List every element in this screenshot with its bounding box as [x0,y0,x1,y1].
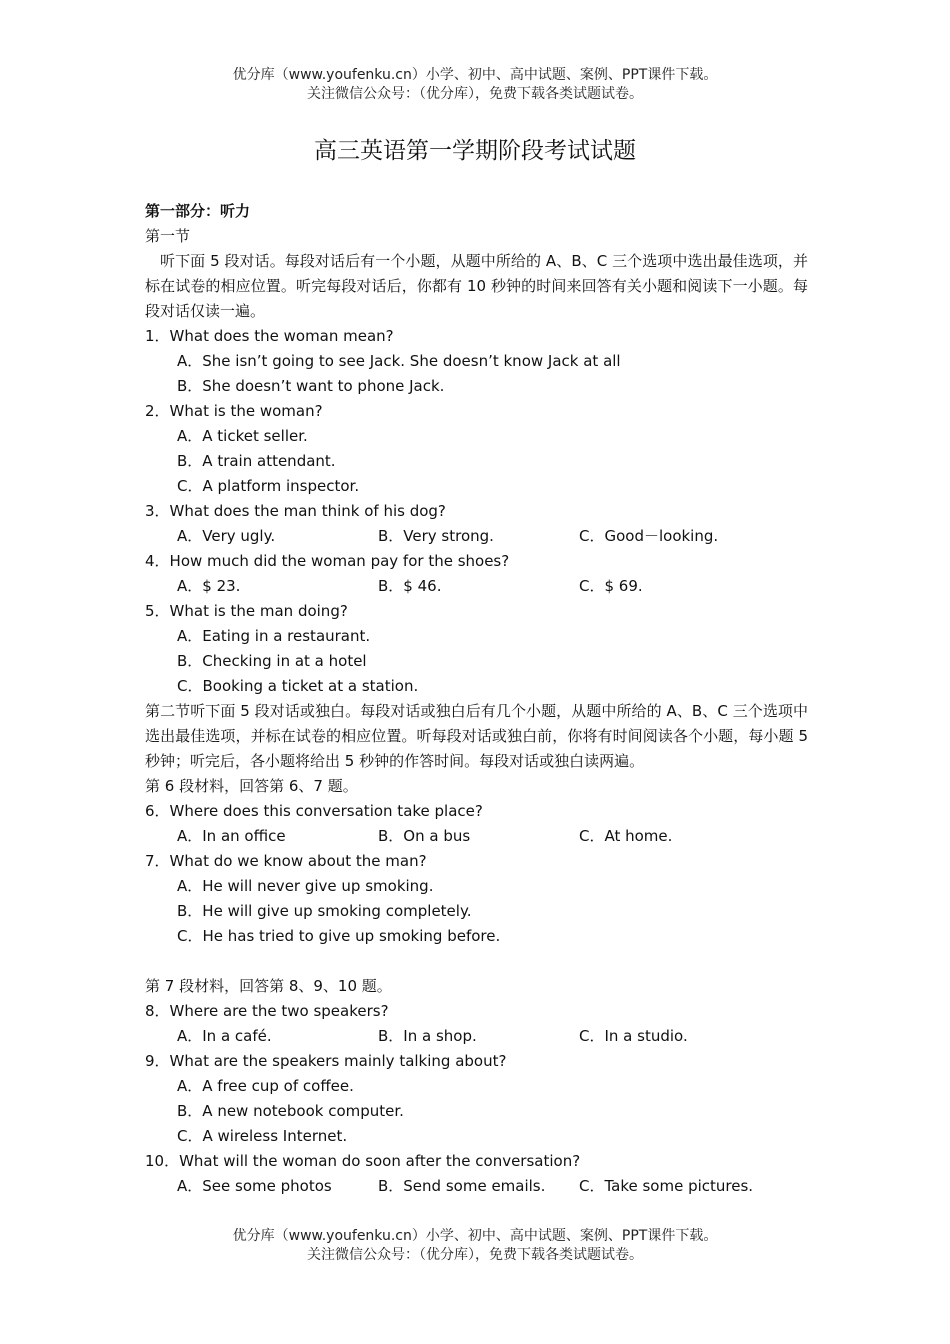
option: A．A ticket seller. [177,427,308,445]
question-3 [145,499,808,524]
question-5 [145,599,808,624]
option: A．A free cup of coffee. [177,1077,354,1095]
question-number: 2． [145,402,170,420]
option: B．Very strong. [378,527,494,545]
option: C．Good－looking. [579,527,719,545]
option: A．He will never give up smoking. [177,877,434,895]
option: C．At home. [579,827,673,845]
option: C．A platform inspector. [177,477,360,495]
exam-body [145,199,808,1199]
section2-intro: 第二节听下面 5 段对话或独白。每段对话或独白后有几个小题，从题中所给的 A、B、C 三个选项中选出最佳选项，并标在试卷的相应位置。听每段对话或独白前，你将有时间阅读各个小题，每小题 5 秒钟；听完后，各小题将给出 5 秒钟的作答时间。每段对话或独白读两遍。 [145,702,808,770]
option: C．Booking a ticket at a station. [177,677,419,695]
question-number: 5． [145,602,170,620]
question-number: 1． [145,327,170,345]
footer-line-1: 优分库（www.youfenku.cn）小学、初中、高中试题、案例、PPT课件下载。 [232,1228,718,1244]
page-footer [0,1227,950,1265]
option: B．A new notebook computer. [177,1102,404,1120]
option-row [145,524,808,549]
question-text: What is the man doing? [169,602,348,620]
option: A．In a café. [177,1027,272,1045]
page-header [0,66,950,104]
section1-label: 第一节 [145,227,191,245]
question-number: 9． [145,1052,170,1070]
part1-heading: 第一部分：听力 [145,202,251,220]
option: B．She doesn’t want to phone Jack. [177,377,445,395]
option: B．$ 46. [378,577,442,595]
material-6-label: 第 6 段材料，回答第 6、7 题。 [145,777,358,795]
question-text: What will the woman do soon after the conversation? [179,1152,581,1170]
option: B．In a shop. [378,1027,477,1045]
option: C．A wireless Internet. [177,1127,348,1145]
option: B．Checking in at a hotel [177,652,367,670]
option: C．Take some pictures. [579,1177,754,1195]
question-8 [145,999,808,1024]
question-number: 3． [145,502,170,520]
option: C．$ 69. [579,577,643,595]
option: C．In a studio. [579,1027,688,1045]
material-7-label: 第 7 段材料，回答第 8、9、10 题。 [145,977,392,995]
exam-title: 高三英语第一学期阶段考试试题 [314,138,636,164]
question-text: What do we know about the man? [169,852,427,870]
option-row [145,574,808,599]
section1-intro: 听下面 5 段对话。每段对话后有一个小题，从题中所给的 A、B、C 三个选项中选出最佳选项，并标在试卷的相应位置。听完每段对话后，你都有 10 秒钟的时间来回答有关小题和阅读下一小题。每段对话仅读一遍。 [145,252,808,320]
question-1 [145,324,808,349]
option: C．He has tried to give up smoking before. [177,927,501,945]
option: A．See some photos [177,1177,332,1195]
header-line-1: 优分库（www.youfenku.cn）小学、初中、高中试题、案例、PPT课件下载。 [232,67,718,83]
question-number: 10． [145,1152,180,1170]
question-number: 7． [145,852,170,870]
question-text: Where does this conversation take place? [169,802,483,820]
question-text: What does the man think of his dog? [169,502,446,520]
footer-line-2: 关注微信公众号：（优分库），免费下载各类试题试卷。 [307,1247,643,1263]
option-row [145,1024,808,1049]
option: B．He will give up smoking completely. [177,902,472,920]
blank-line [145,949,808,974]
question-text: What is the woman? [169,402,323,420]
option: B．A train attendant. [177,452,336,470]
option: B．Send some emails. [378,1177,546,1195]
header-line-2: 关注微信公众号：（优分库），免费下载各类试题试卷。 [307,86,643,102]
question-2 [145,399,808,424]
question-number: 6． [145,802,170,820]
question-text: What are the speakers mainly talking about? [169,1052,507,1070]
option-row [145,1174,808,1199]
option: A．Very ugly. [177,527,276,545]
option: B．On a bus [378,827,471,845]
question-6 [145,799,808,824]
question-number: 4． [145,552,170,570]
question-10 [145,1149,808,1174]
option-row [145,824,808,849]
option: A．She isn’t going to see Jack. She doesn’t know Jack at all [177,352,621,370]
option: A．In an office [177,827,286,845]
question-text: What does the woman mean? [169,327,394,345]
question-7 [145,849,808,874]
question-text: Where are the two speakers? [169,1002,389,1020]
question-4 [145,549,808,574]
question-9 [145,1049,808,1074]
question-number: 8． [145,1002,170,1020]
option: A．$ 23. [177,577,241,595]
option: A．Eating in a restaurant. [177,627,371,645]
question-text: How much did the woman pay for the shoes? [169,552,510,570]
